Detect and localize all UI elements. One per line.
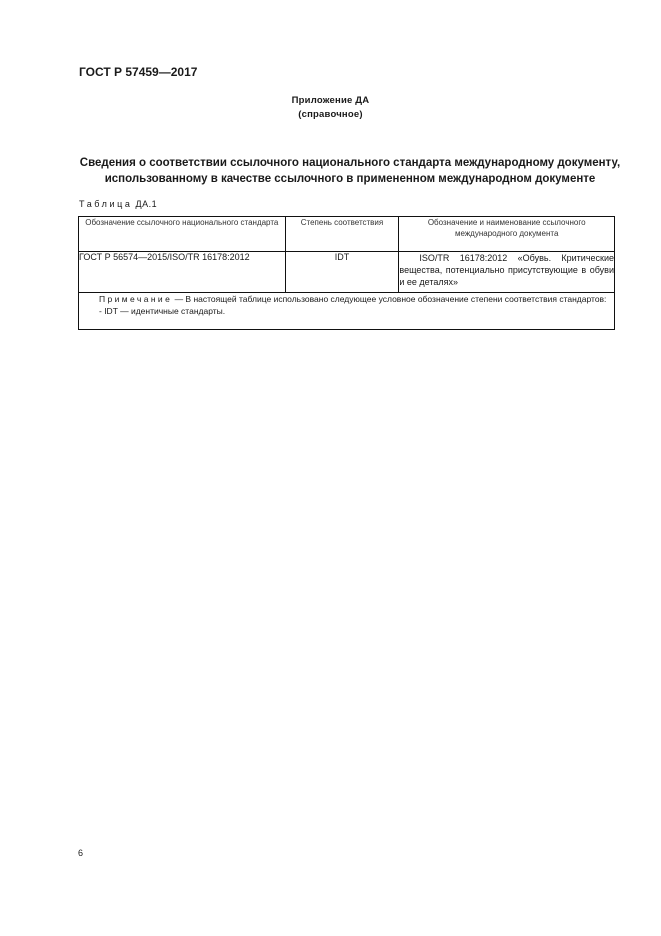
table-label-word: Таблица [79,199,133,209]
table-label [79,199,157,209]
cell-degree: IDT [285,252,399,293]
table-header-row [79,217,615,252]
note-item-text: - IDT — идентичные стандарты. [99,306,226,316]
note-label: Примечание [99,294,173,304]
note-item [79,305,614,317]
section-title-line-2: использованному в качестве ссылочного в примененном международном документе [104,173,596,185]
table-label-number: ДА.1 [135,199,158,209]
annex-title: Приложение ДА [291,95,370,106]
column-header-international-document: Обозначение и наименование ссылочного международного документа [399,217,615,252]
annex-subtitle: (справочное) [298,109,363,120]
annex-heading [0,94,661,122]
table-note-row [79,293,615,330]
table-row [79,252,615,293]
section-title [70,155,630,187]
international-document-text: ISO/TR 16178:2012 «Обувь. Критические вещества, потенциально присутствующие в обуви и ее деталях» [399,253,614,287]
column-header-national-standard: Обозначение ссылочного национального стандарта [79,217,286,252]
cell-international-document [399,252,615,293]
page-number: 6 [78,848,84,858]
note-paragraph [79,293,614,305]
section-title-line-1: Сведения о соответствии ссылочного национального стандарта международному документу, [79,157,621,169]
document-code: ГОСТ Р 57459—2017 [79,65,198,79]
column-header-degree: Степень соответствия [285,217,399,252]
correspondence-table [78,216,615,330]
table-note [79,293,615,330]
cell-national-standard: ГОСТ Р 56574—2015/ISO/TR 16178:2012 [79,252,286,293]
note-text: — В настоящей таблице использовано следующее условное обозначение степени соответствия стандартов: [172,294,607,304]
